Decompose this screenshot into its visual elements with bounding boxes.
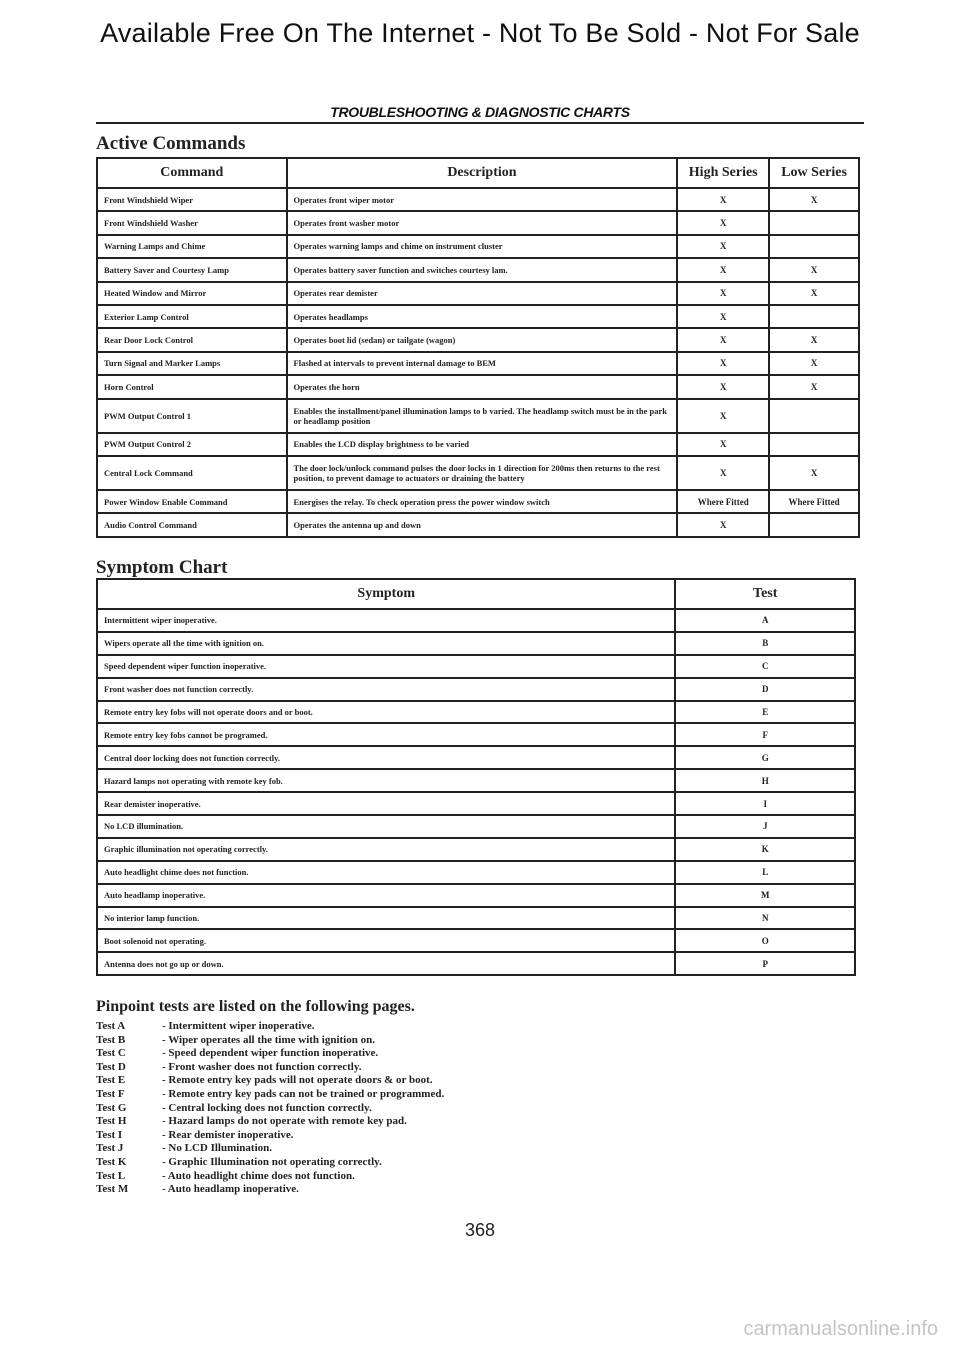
description-cell: Operates the antenna up and down [287,513,678,536]
test-cell: G [675,746,855,769]
test-cell: L [675,861,855,884]
table-header-row [97,158,859,188]
table-row [97,723,855,746]
description-cell: Operates front wiper motor [287,188,678,211]
test-label: Test L [96,1169,126,1182]
high-series-cell: X [677,258,769,281]
command-cell: Power Window Enable Command [97,490,287,513]
table-row [97,861,855,884]
description-cell: Operates battery saver function and switches courtesy lam. [287,258,678,281]
column-header-test: Test [675,579,855,609]
table-header-row [97,579,855,609]
test-description: - Hazard lamps do not operate with remote key pad. [162,1115,407,1128]
low-series-cell: X [769,282,859,305]
command-cell: Turn Signal and Marker Lamps [97,352,287,375]
high-series-cell: X [677,282,769,305]
list-item [96,1047,444,1061]
test-label: Test J [96,1142,124,1155]
test-cell: F [675,723,855,746]
symptom-cell: Auto headlight chime does not function. [97,861,675,884]
list-item [96,1115,444,1129]
test-cell: O [675,929,855,952]
list-item [96,1020,444,1034]
test-description: - Wiper operates all the time with ignition on. [162,1033,375,1046]
description-cell: Operates headlamps [287,305,678,328]
symptom-cell: Rear demister inoperative. [97,792,675,815]
symptom-cell: Speed dependent wiper function inoperative. [97,655,675,678]
symptom-cell: No interior lamp function. [97,907,675,930]
table-row [97,399,859,433]
column-header-symptom: Symptom [97,579,675,609]
test-cell: C [675,655,855,678]
availability-banner: Available Free On The Internet - Not To Be Sold - Not For Sale [100,18,860,48]
test-description: - Auto headlamp inoperative. [162,1183,299,1196]
test-label: Test D [96,1060,126,1073]
test-cell: J [675,815,855,838]
test-cell: P [675,952,855,975]
description-cell: The door lock/unlock command pulses the door locks in 1 direction for 200ms then returns to the rest position, to prevent damage to actuators or draining the battery [287,456,678,490]
test-cell: B [675,632,855,655]
column-header-command: Command [97,158,287,188]
description-cell: Operates warning lamps and chime on instrument cluster [287,235,678,258]
low-series-cell: X [769,188,859,211]
high-series-cell: X [677,352,769,375]
symptom-cell: Hazard lamps not operating with remote key fob. [97,769,675,792]
table-row [97,352,859,375]
table-row [97,701,855,724]
command-cell: PWM Output Control 1 [97,399,287,433]
test-label: Test H [96,1115,127,1128]
test-description: - Speed dependent wiper function inoperative. [162,1047,379,1060]
table-row [97,258,859,281]
table-row [97,632,855,655]
table-row [97,328,859,351]
list-item [96,1129,444,1143]
table-row [97,211,859,234]
list-item [96,1061,444,1075]
symptom-cell: No LCD illumination. [97,815,675,838]
command-cell: Heated Window and Mirror [97,282,287,305]
low-series-cell [769,399,859,433]
list-item [96,1074,444,1088]
high-series-cell: X [677,305,769,328]
test-cell: I [675,792,855,815]
command-cell: Battery Saver and Courtesy Lamp [97,258,287,281]
test-cell: A [675,609,855,632]
high-series-cell: X [677,328,769,351]
test-label: Test K [96,1155,127,1168]
test-description: - Central locking does not function correctly. [162,1101,372,1114]
test-description: - Remote entry key pads can not be trained or programmed. [162,1087,445,1100]
test-description: - No LCD Illumination. [162,1142,273,1155]
table-row [97,513,859,536]
table-row [97,746,855,769]
symptom-cell: Remote entry key fobs cannot be programed. [97,723,675,746]
test-cell: E [675,701,855,724]
table-row [97,815,855,838]
test-label: Test C [96,1047,126,1060]
symptom-cell: Auto headlamp inoperative. [97,884,675,907]
command-cell: Rear Door Lock Control [97,328,287,351]
column-header-low-series: Low Series [769,158,859,188]
list-item [96,1088,444,1102]
test-cell: K [675,838,855,861]
test-label: Test A [96,1020,126,1032]
low-series-cell: Where Fitted [769,490,859,513]
test-cell: D [675,678,855,701]
table-row [97,655,855,678]
description-cell: Operates boot lid (sedan) or tailgate (wagon) [287,328,678,351]
site-watermark: carmanualsonline.info [743,1318,938,1340]
table-row [97,490,859,513]
description-cell: Energises the relay. To check operation press the power window switch [287,490,678,513]
symptom-cell: Central door locking does not function correctly. [97,746,675,769]
high-series-cell: X [677,513,769,536]
test-label: Test I [96,1128,123,1141]
list-item [96,1170,444,1184]
low-series-cell [769,235,859,258]
test-label: Test G [96,1101,127,1114]
table-row [97,792,855,815]
high-series-cell: X [677,375,769,398]
test-label: Test B [96,1033,126,1046]
low-series-cell: X [769,328,859,351]
pinpoint-heading: Pinpoint tests are listed on the following pages. [96,998,415,1015]
test-description: - Graphic Illumination not operating correctly. [162,1155,382,1168]
test-cell: H [675,769,855,792]
low-series-cell [769,433,859,456]
symptom-cell: Graphic illumination not operating correctly. [97,838,675,861]
table-row [97,952,855,975]
list-item [96,1034,444,1048]
test-description: - Front washer does not function correctly. [162,1060,362,1073]
command-cell: Exterior Lamp Control [97,305,287,328]
low-series-cell: X [769,352,859,375]
test-description: - Auto headlight chime does not function. [162,1169,355,1182]
command-cell: Audio Control Command [97,513,287,536]
low-series-cell [769,305,859,328]
symptom-cell: Front washer does not function correctly. [97,678,675,701]
symptom-chart-heading: Symptom Chart [96,557,228,578]
command-cell: Front Windshield Wiper [97,188,287,211]
table-row [97,305,859,328]
high-series-cell: X [677,433,769,456]
description-cell: Operates the horn [287,375,678,398]
low-series-cell: X [769,258,859,281]
test-label: Test F [96,1087,125,1100]
table-row [97,769,855,792]
high-series-cell: Where Fitted [677,490,769,513]
table-row [97,235,859,258]
column-header-description: Description [287,158,678,188]
high-series-cell: X [677,456,769,490]
page-number: 368 [464,1220,496,1240]
symptom-cell: Antenna does not go up or down. [97,952,675,975]
command-cell: Warning Lamps and Chime [97,235,287,258]
description-cell: Operates front washer motor [287,211,678,234]
table-row [97,838,855,861]
table-row [97,375,859,398]
command-cell: Horn Control [97,375,287,398]
table-row [97,282,859,305]
high-series-cell: X [677,399,769,433]
list-item [96,1156,444,1170]
high-series-cell: X [677,188,769,211]
chapter-title: TROUBLESHOOTING & DIAGNOSTIC CHARTS [330,104,630,120]
description-cell: Enables the installment/panel illumination lamps to b varied. The headlamp switch must be in the park or headlamp position [287,399,678,433]
list-item [96,1102,444,1116]
symptom-chart-table [96,578,856,976]
header-rule [96,122,864,124]
description-cell: Flashed at intervals to prevent internal damage to BEM [287,352,678,375]
test-description: - Rear demister inoperative. [162,1128,294,1141]
pinpoint-test-list [96,1020,444,1197]
command-cell: Front Windshield Washer [97,211,287,234]
low-series-cell [769,513,859,536]
symptom-cell: Remote entry key fobs will not operate doors and or boot. [97,701,675,724]
table-row [97,609,855,632]
symptom-cell: Boot solenoid not operating. [97,929,675,952]
table-row [97,188,859,211]
symptom-cell: Intermittent wiper inoperative. [97,609,675,632]
high-series-cell: X [677,211,769,234]
table-row [97,433,859,456]
table-row [97,456,859,490]
low-series-cell: X [769,456,859,490]
active-commands-table [96,157,860,538]
column-header-high-series: High Series [677,158,769,188]
table-row [97,929,855,952]
test-label: Test M [96,1183,129,1196]
table-row [97,907,855,930]
symptom-cell: Wipers operate all the time with ignition on. [97,632,675,655]
list-item [96,1183,444,1197]
test-description: - Remote entry key pads will not operate doors & or boot. [162,1074,433,1087]
table-row [97,884,855,907]
low-series-cell: X [769,375,859,398]
test-label: Test E [96,1074,126,1087]
test-cell: N [675,907,855,930]
description-cell: Operates rear demister [287,282,678,305]
test-description: - Intermittent wiper inoperative. [162,1020,315,1032]
low-series-cell [769,211,859,234]
table-row [97,678,855,701]
high-series-cell: X [677,235,769,258]
command-cell: PWM Output Control 2 [97,433,287,456]
description-cell: Enables the LCD display brightness to be varied [287,433,678,456]
active-commands-heading: Active Commands [96,133,246,154]
list-item [96,1142,444,1156]
test-cell: M [675,884,855,907]
command-cell: Central Lock Command [97,456,287,490]
